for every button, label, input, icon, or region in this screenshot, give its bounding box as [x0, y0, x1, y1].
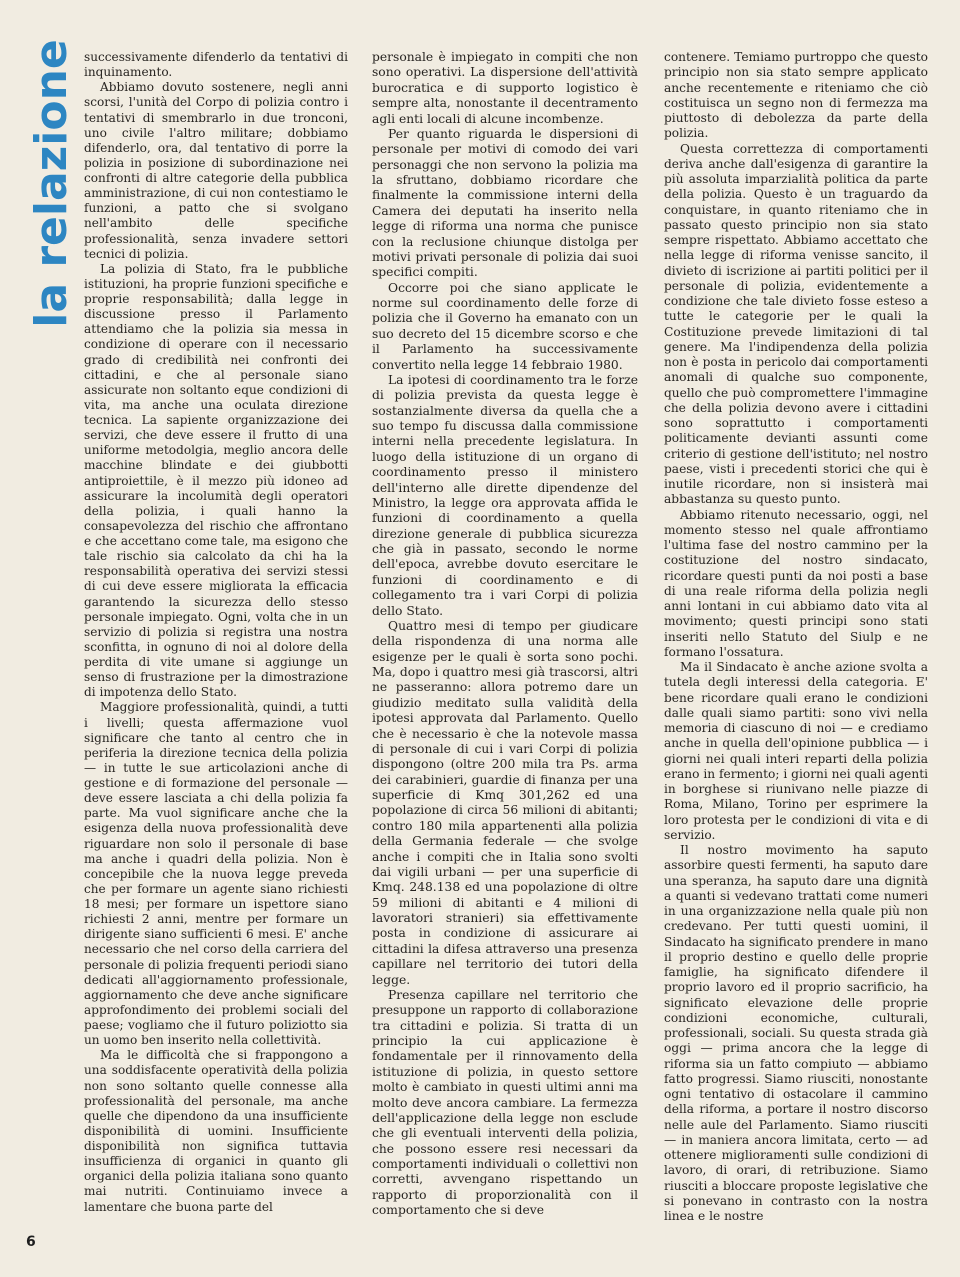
text-column-2 [372, 50, 638, 1219]
paragraph: personale è impiegato in compiti che non sono operativi. La dispersione dell'attività burocratica e di supporto logistico è sempre alta, nonostante il decentramento agli enti locali di alcune incombenze. [372, 50, 638, 126]
section-title-text: la relazione [25, 38, 77, 328]
paragraph: Il nostro movimento ha saputo assorbire questi fermenti, ha saputo dare una speranza, ha saputo dare una dignità a quanti si vedevano trattati come numeri in una organizzazione nella quale più non credevano. Per tutti questi uomini, il Sindacato ha significato prendere in mano il proprio destino e quello delle proprie famiglie, ha significato difendere il proprio lavoro ed il proprio sacrificio, ha significato elevazione delle proprie condizioni economiche, culturali, professionali, sociali. Su questa strada già oggi — prima ancora che la legge di riforma sia un fatto compiuto — abbiamo fatto progressi. Siamo riusciti, nonostante ogni tentativo di ostacolare il cammino della riforma, a portare il nostro discorso nelle aule del Parlamento. Siamo riusciti — in maniera ancora limitata, certo — ad ottenere miglioramenti sulle condizioni di lavoro, di orari, di retribuzione. Siamo riusciti a bloccare proposte legislative che si ponevano in contrasto con la nostra linea e le nostre [664, 843, 928, 1223]
text-column-3 [664, 50, 928, 1224]
paragraph: Maggiore professionalità, quindi, a tutti i livelli; questa affermazione vuol significare che tanto al centro che in periferia la direzione tecnica della polizia — in tutte le sue articolazioni anche di gestione e di formazione del personale — deve essere lasciata a chi della polizia fa parte. Ma vuol significare anche che la esigenza della nuova professionalità deve riguardare non solo il personale di base ma anche i quadri della polizia. Non è concepibile che la nuova legge preveda che per formare un agente siano richiesti 18 mesi; per formare un ispettore siano richiesti 2 anni, mentre per formare un dirigente siano sufficienti 6 mesi. E' anche necessario che nel corso della carriera del personale di polizia frequenti periodi siano dedicati all'aggiornamento professionale, aggiornamento che deve anche significare approfondimento dei problemi sociali del paese; vogliamo che il futuro poliziotto sia un uomo ben inserito nella collettività. [84, 700, 348, 1048]
paragraph: Ma le difficoltà che si frappongono a una soddisfacente operatività della polizia non sono soltanto quelle connesse alla professionalità del personale, ma anche quelle che dipendono da una insufficiente disponibilità di uomini. Insufficiente disponibilità non significa tuttavia insufficienza di organici in quanto gli organici della polizia italiana sono quanto mai nutriti. Continuiamo invece a lamentare che buona parte del [84, 1048, 348, 1214]
paragraph: Abbiamo dovuto sostenere, negli anni scorsi, l'unità del Corpo di polizia contro i tentativi di smembrarlo in due tronconi, uno civile l'altro militare; dobbiamo difenderlo, ora, dal tentativo di porre la polizia in posizione di subordinazione nei confronti di altre categorie della pubblica amministrazione, di cui non contestiamo le funzioni, a patto che si svolgano nell'ambito delle specifiche professionalità, senza invadere settori tecnici di polizia. [84, 80, 348, 261]
paragraph: successivamente difenderlo da tentativi di inquinamento. [84, 50, 348, 80]
paragraph: Per quanto riguarda le dispersioni di personale per motivi di comodo dei vari personaggi che non servono la polizia ma la sfruttano, dobbiamo ricordare che finalmente la commissione interni della Camera dei deputati ha inserito nella legge di riforma una norma che punisce con la reclusione chiunque distolga per motivi privati personale di polizia dai suoi specifici compiti. [372, 126, 638, 280]
paragraph: Presenza capillare nel territorio che presuppone un rapporto di collaborazione tra cittadini e polizia. Si tratta di un principio la cui applicazione è fondamentale per il rinnovamento della istituzione di polizia, in questo settore molto è cambiato in questi ultimi anni ma molto deve ancora cambiare. La fermezza dell'applicazione della legge non esclude che gli eventuali interventi della polizia, che possono essere resi necessari da comportamenti individuali o collettivi non corretti, avvengano rispettando un rapporto di proporzionalità con il comportamento che si deve [372, 987, 638, 1218]
text-column-1 [84, 50, 348, 1215]
paragraph: La polizia di Stato, fra le pubbliche istituzioni, ha proprie funzioni specifiche e proprie responsabilità; dalla legge in discussione presso il Parlamento attendiamo che la polizia sia messa in condizione di operare con il necessario grado di credibilità nei confronti dei cittadini, e che al personale siano assicurate non soltanto eque condizioni di vita, ma anche una oculata direzione tecnica. La sapiente organizzazione dei servizi, che deve essere il frutto di una uniforme metodolgia, meglio ancora delle macchine blindate e dei giubbotti antiproiettile, è il mezzo più idoneo ad assicurare la incolumità degli operatori della polizia, i quali hanno la consapevolezza del rischio che affrontano e che accettano come tale, ma esigono che tale rischio sia calcolato da chi ha la responsabilità operativa dei servizi stessi di cui deve essere migliorata la efficacia garantendo la sicurezza dello stesso personale impiegato. Ogni, volta che in un servizio di polizia si registra una nostra sconfitta, in ognuno di noi al dolore della perdita di vite umane si aggiunge un senso di frustrazione per la dimostrazione di impotenza dello Stato. [84, 261, 348, 700]
paragraph: contenere. Temiamo purtroppo che questo principio non sia stato sempre applicato anche recentemente e riteniamo che ciò costituisca un segno non di fermezza ma piuttosto di debolezza da parte della polizia. [664, 50, 928, 141]
section-title [24, 38, 78, 328]
paragraph: Quattro mesi di tempo per giudicare della rispondenza di una norma alle esigenze per le quali è sorta sono pochi. Ma, dopo i quattro mesi già trascorsi, altri ne passeranno: allora potremo dare un giudizio meditato sulla validità della ipotesi approvata dal Parlamento. Quello che è necessario è che la notevole massa di personale di cui i vari Corpi di polizia dispongono (oltre 200 mila tra Ps. arma dei carabinieri, guardie di finanza per una superficie di Kmq 301,262 ed una popolazione di circa 56 milioni di abitanti; contro 180 mila appartenenti alla polizia della Germania federale — che svolge anche i compiti che in Italia sono svolti dai vigili urbani — per una superficie di Kmq. 248.138 ed una popolazione di oltre 59 milioni di abitanti e 4 milioni di lavoratori stranieri) sia effettivamente posta in condizione di assicurare ai cittadini la difesa attraverso una presenza capillare nel territorio dei tutori della legge. [372, 618, 638, 987]
paragraph: Occorre poi che siano applicate le norme sul coordinamento delle forze di polizia che il Governo ha emanato con un suo decreto del 15 dicembre scorso e che il Parlamento ha successivamente convertito nella legge 14 febbraio 1980. [372, 280, 638, 372]
paragraph: La ipotesi di coordinamento tra le forze di polizia prevista da questa legge è sostanzialmente diversa da quella che a suo tempo fu discussa dalla commissione interni nella precedente legislatura. In luogo della istituzione di un organo di coordinamento presso il ministero dell'interno alle dirette dipendenze del Ministro, la legge ora approvata affida le funzioni di coordinamento a quella direzione generale di pubblica sicurezza che già in passato, secondo le norme dell'epoca, avrebbe dovuto esercitare le funzioni di coordinamento e di collegamento tra i vari Corpi di polizia dello Stato. [372, 372, 638, 618]
paragraph: Abbiamo ritenuto necessario, oggi, nel momento stesso nel quale affrontiamo l'ultima fase del nostro cammino per la costituzione del nostro sindacato, ricordare questi punti da noi posti a base di una reale riforma della polizia negli anni lontani in cui abbiamo dato vita al movimento; questi principi sono stati inseriti nello Statuto del Siulp e ne formano l'ossatura. [664, 507, 928, 659]
page-number: 6 [26, 1234, 36, 1250]
paragraph: Ma il Sindacato è anche azione svolta a tutela degli interessi della categoria. E' bene ricordare quali erano le condizioni dalle quali siamo partiti: sono vivi nella memoria di ciascuno di noi — e crediamo anche in quella dell'opinione pubblica — i giorni nei quali interi reparti della polizia erano in fermento; i giorni nei quali agenti in borghese si riunivano nelle piazze di Roma, Milano, Torino per esprimere la loro protesta per le condizioni di vita e di servizio. [664, 660, 928, 842]
paragraph: Questa correttezza di comportamenti deriva anche dall'esigenza di garantire la più assoluta imparzialità politica da parte della polizia. Questo è un traguardo da conquistare, in quanto riteniamo che in passato questo principio non sia stato sempre rispettato. Abbiamo accettato che nella legge di riforma venisse sancito, il divieto di iscrizione ai partiti politici per il personale di polizia, evidentemente a condizione che tale divieto fosse esteso a tutte le categorie per le quali la Costituzione prevede limitazioni di tal genere. Ma l'indipendenza della polizia non è posta in pericolo dai comportamenti anomali di qualche suo componente, quello che può compromettere l'immagine che della polizia devono avere i cittadini sono soprattutto i comportamenti politicamente devianti assunti come criterio di gestione dell'istituto; nel nostro paese, visti i precedenti storici che qui è inutile ricordare, non si insisterà mai abbastanza su questo punto. [664, 141, 928, 507]
